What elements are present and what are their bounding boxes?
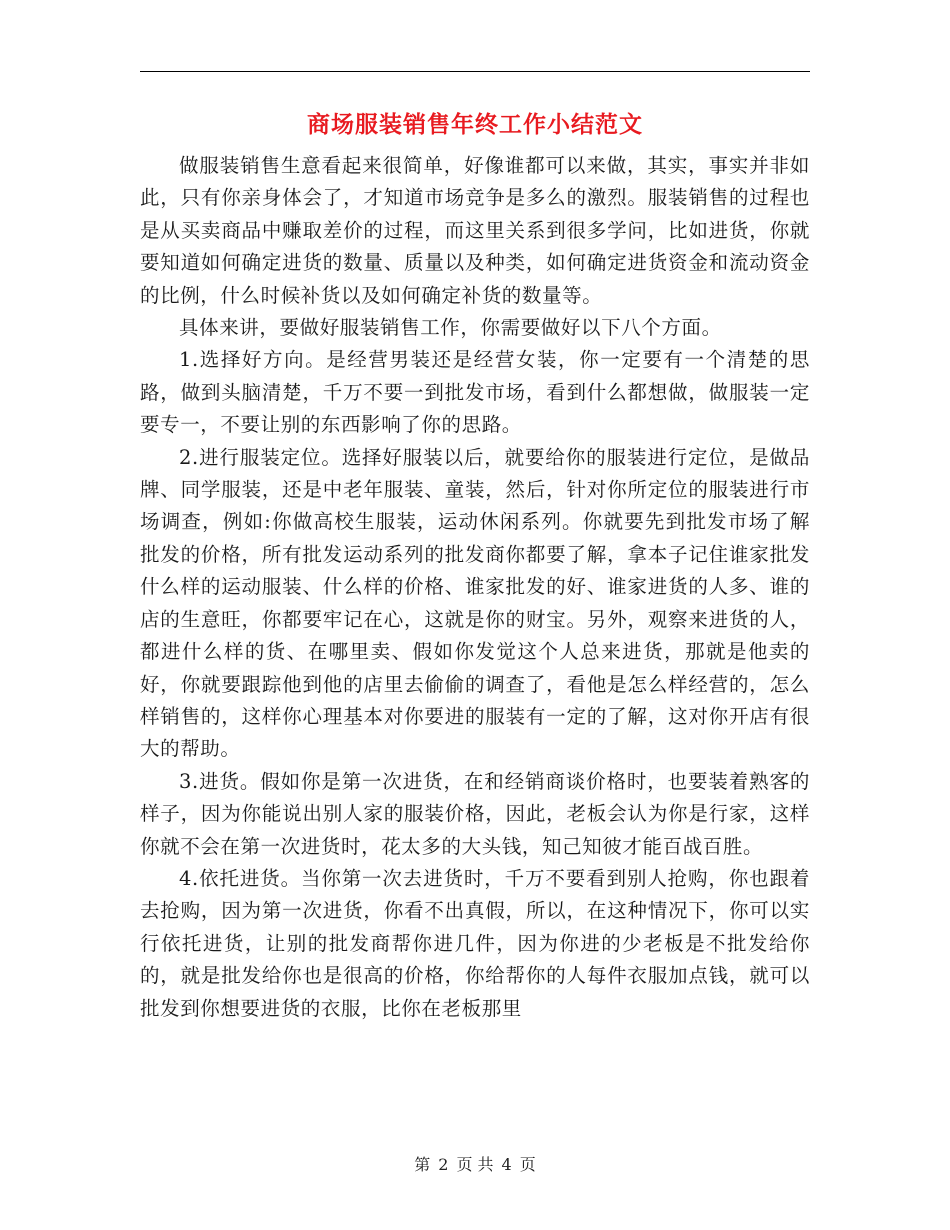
footer-total-pages: 4	[501, 1155, 512, 1174]
footer-middle: 页 共	[456, 1155, 494, 1174]
document-body	[140, 150, 810, 1025]
paragraph-point-4: 4.依托进货。当你第一次去进货时，千万不要看到别人抢购，你也跟着去抢购，因为第一次进货，你看不出真假，所以，在这种情况下，你可以实行依托进货，让别的批发商帮你进几件，因为你进的少老板是不批发给你的，就是批发给你也是很高的价格，你给帮你的人每件衣服加点钱，就可以批发到你想要进货的衣服，比你在老板那里	[140, 866, 810, 1020]
footer-prefix: 第	[414, 1155, 431, 1174]
paragraph-intro: 做服装销售生意看起来很简单，好像谁都可以来做，其实，事实并非如此，只有你亲身体会了，才知道市场竞争是多么的激烈。服装销售的过程也是从买卖商品中赚取差价的过程，而这里关系到很多学问，比如进货，你就要知道如何确定进货的数量、质量以及种类，如何确定进货资金和流动资金的比例，什么时候补货以及如何确定补货的数量等。	[140, 154, 810, 307]
document-title: 商场服装销售年终工作小结范文	[307, 112, 643, 138]
paragraph-point-2: 2.进行服装定位。选择好服装以后，就要给你的服装进行定位，是做品牌、同学服装，还是中老年服装、童装，然后，针对你所定位的服装进行市场调查，例如:你做高校生服装，运动休闲系列。你就要先到批发市场了解批发的价格，所有批发运动系列的批发商你都要了解，拿本子记住谁家批发什么样的运动服装、什么样的价格、谁家批发的好、谁家进货的人多、谁的店的生意旺，你都要牢记在心，这就是你的财宝。另外，观察来进货的人，都进什么样的货、在哪里卖、假如你发觉这个人总来进货，那就是他卖的好，你就要跟踪他到他的店里去偷偷的调查了，看他是怎么样经营的，怎么样销售的，这样你心理基本对你要进的服装有一定的了解，这对你开店有很大的帮助。	[140, 445, 810, 761]
paragraph-summary: 具体来讲，要做好服装销售工作，你需要做好以下八个方面。	[179, 316, 722, 340]
footer-page-number: 2	[438, 1155, 449, 1174]
footer-suffix: 页	[519, 1155, 536, 1174]
page-footer	[0, 1154, 950, 1176]
paragraph-point-3: 3.进货。假如你是第一次进货，在和经销商谈价格时，也要装着熟客的样子，因为你能说出别人家的服装价格，因此，老板会认为你是行家，这样你就不会在第一次进货时，花太多的大头钱，知己知彼才能百战百胜。	[140, 769, 810, 858]
header-rule	[140, 71, 810, 72]
paragraph-point-1: 1.选择好方向。是经营男装还是经营女装，你一定要有一个清楚的思路，做到头脑清楚，千万不要一到批发市场，看到什么都想做，做服装一定要专一，不要让别的东西影响了你的思路。	[140, 348, 810, 437]
